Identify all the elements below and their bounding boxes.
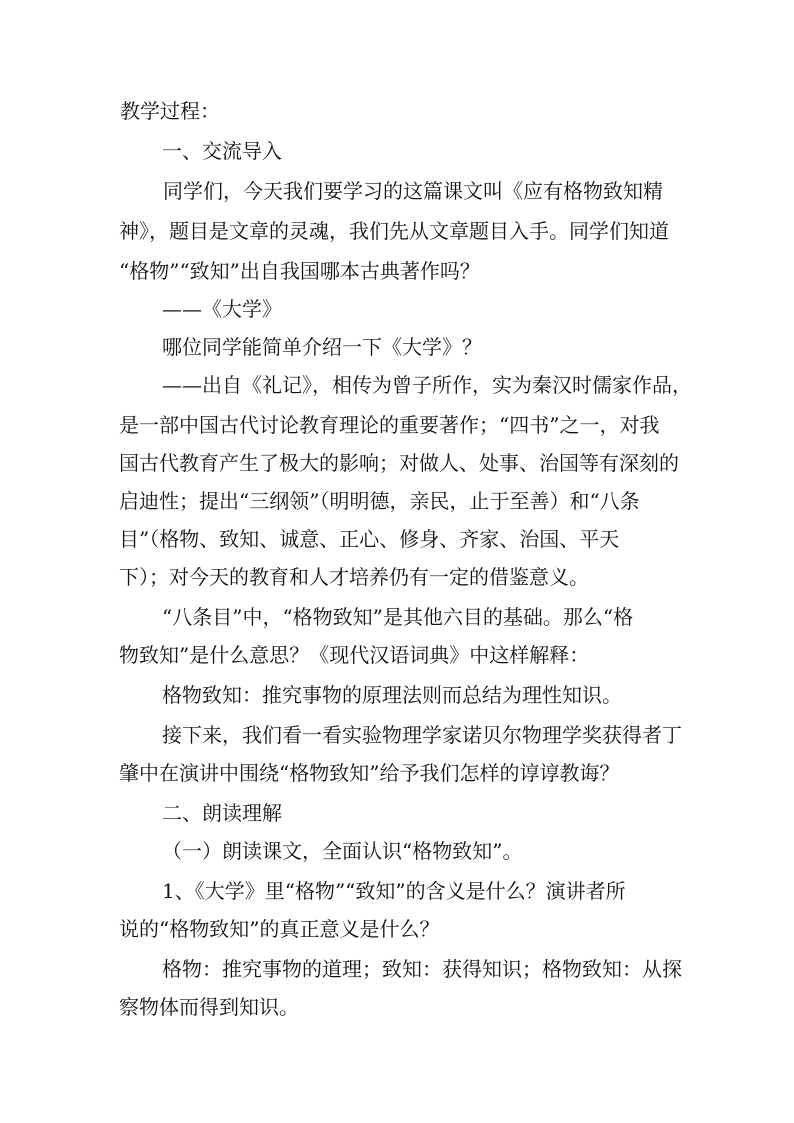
text-line: 是一部中国古代讨论教育理论的重要著作；“四书”之一，对我	[119, 413, 660, 437]
text-line: 格物：推究事物的道理；致知：获得知识；格物致知：从探	[162, 957, 682, 981]
text-line: 国古代教育产生了极大的影响；对做人、处事、治国等有深刻的	[119, 451, 679, 475]
text-line: 1、《大学》里“格物”“致知”的含义是什么？演讲者所	[162, 879, 626, 903]
text-line: 接下来，我们看一看实验物理学家诺贝尔物理学奖获得者丁	[162, 723, 682, 747]
text-line: 格物致知：推究事物的原理法则而总结为理性知识。	[162, 683, 622, 707]
text-line: ——《大学》	[162, 297, 282, 321]
text-line: 察物体而得到知识。	[119, 995, 299, 1019]
text-line: “八条目”中，“格物致知”是其他六目的基础。那么“格	[162, 605, 634, 629]
text-line: （一）朗读课文，全面认识“格物致知”。	[162, 839, 523, 863]
text-line: “格物”“致知”出自我国哪本古典著作吗？	[119, 259, 480, 283]
text-line: 教学过程：	[120, 99, 220, 123]
text-line: 下）；对今天的教育和人才培养仍有一定的借鉴意义。	[119, 565, 589, 589]
text-line: 目”（格物、致知、诚意、正心、修身、齐家、治国、平天	[119, 527, 620, 551]
section-heading: 一、交流导入	[162, 139, 282, 163]
section-heading: 二、朗读理解	[162, 801, 282, 825]
text-line: 启迪性；提出“三纲领”（明明德，亲民，止于至善）和“八条	[119, 489, 640, 513]
text-line: 说的“格物致知”的真正意义是什么？	[119, 917, 440, 941]
text-line: ——出自《礼记》，相传为曾子所作，实为秦汉时儒家作品，	[162, 373, 692, 397]
text-line: 神》，题目是文章的灵魂，我们先从文章题目入手。同学们知道	[119, 219, 669, 243]
text-line: 物致知”是什么意思？《现代汉语词典》中这样解释：	[119, 643, 590, 667]
text-line: 哪位同学能简单介绍一下《大学》？	[162, 335, 482, 359]
text-line: 同学们，今天我们要学习的这篇课文叫《应有格物致知精	[163, 179, 663, 203]
text-line: 肇中在演讲中围绕“格物致知”给予我们怎样的谆谆教诲？	[119, 761, 620, 785]
